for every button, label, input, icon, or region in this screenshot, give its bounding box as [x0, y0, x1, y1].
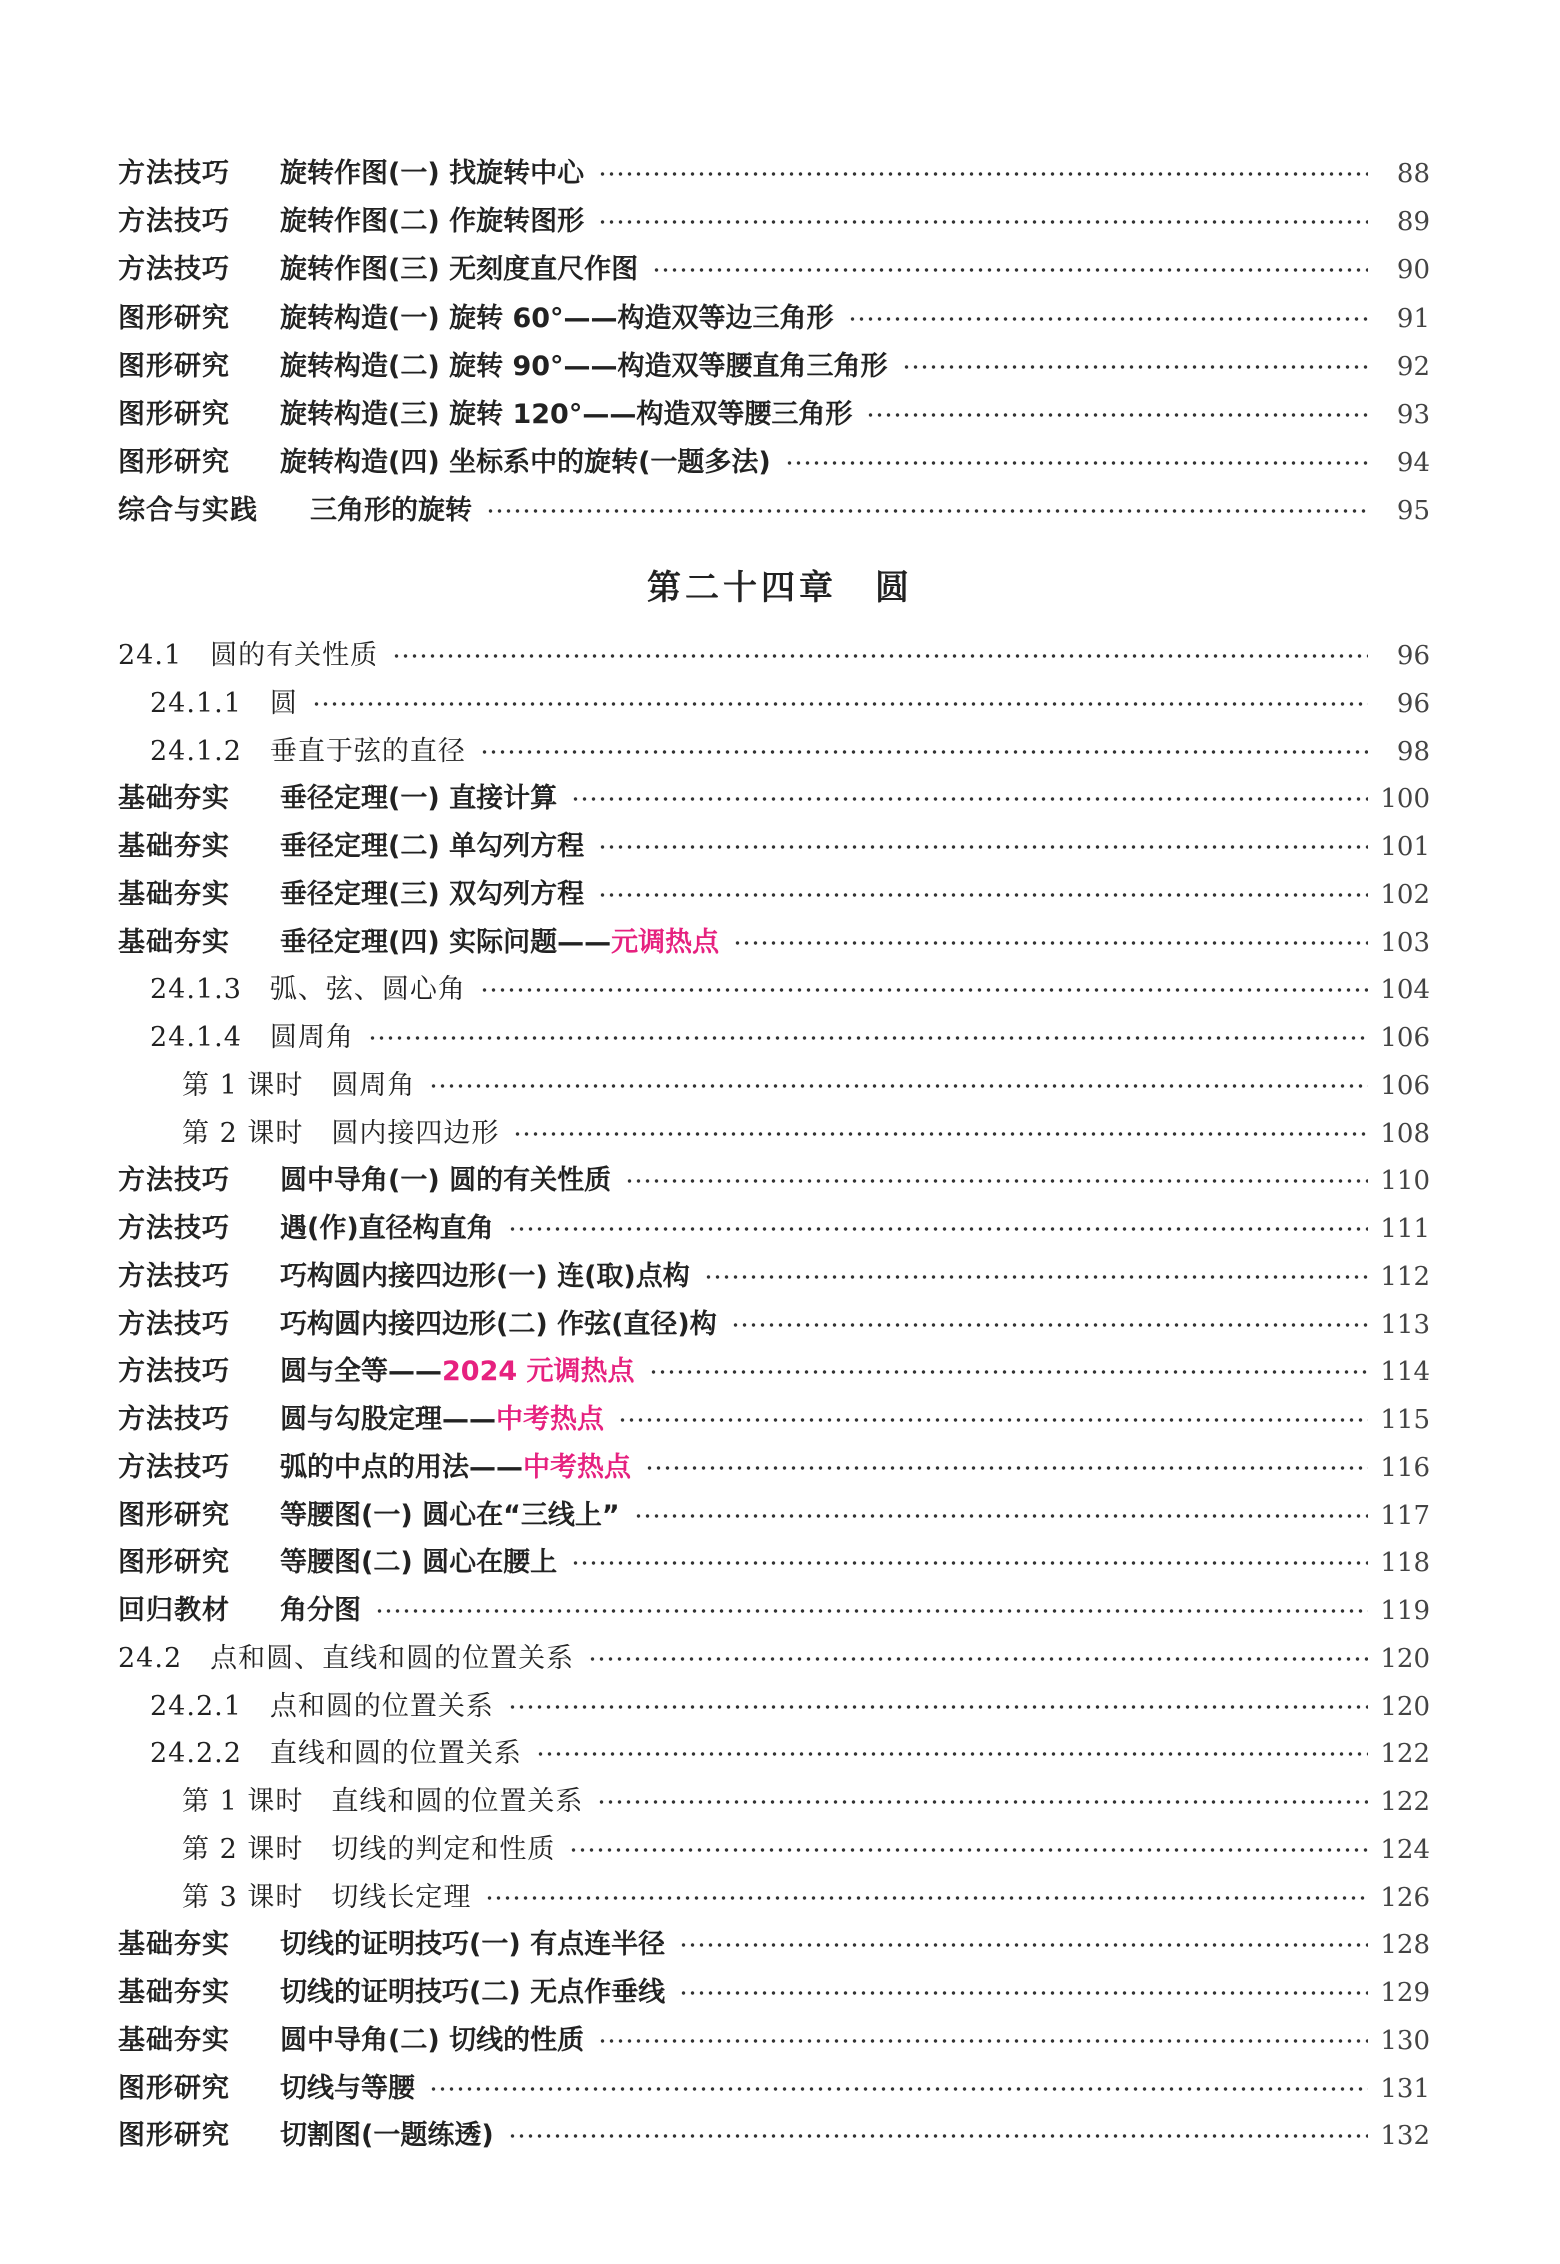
dot-leader [679, 1941, 1368, 1949]
page-number: 106 [1380, 1023, 1430, 1053]
dot-leader [508, 1703, 1368, 1711]
entry-title-text: 24.1.2 垂直于弦的直径 [150, 735, 466, 767]
entry-title [182, 1878, 471, 1918]
dot-leader [902, 363, 1368, 371]
toc-entry[interactable] [118, 250, 1430, 290]
entry-title [280, 779, 557, 819]
toc-entry[interactable] [118, 2116, 1430, 2156]
toc-entry[interactable] [150, 732, 1430, 772]
entry-title [310, 491, 472, 531]
entry-title-text: 角分图 [280, 1595, 361, 1626]
entry-title-text: 旋转构造(一) 旋转 60°——构造双等边三角形 [280, 302, 834, 334]
entry-title-text: 切线的证明技巧(二) 无点作垂线 [280, 1977, 666, 2008]
toc-entry[interactable] [118, 1639, 1430, 1679]
toc-entry[interactable] [182, 1114, 1430, 1154]
page-number: 90 [1396, 255, 1430, 286]
page-number: 106 [1380, 1070, 1430, 1101]
entry-title [280, 1209, 494, 1249]
dot-leader [508, 2132, 1368, 2140]
toc-entry[interactable] [118, 1305, 1430, 1345]
page-number: 102 [1380, 879, 1430, 910]
dot-leader [513, 1130, 1368, 1138]
entry-title [280, 1257, 690, 1297]
page-number: 103 [1380, 927, 1430, 958]
entry-title [280, 395, 852, 435]
toc-entry[interactable] [118, 1591, 1430, 1631]
toc-entry[interactable] [150, 1687, 1430, 1727]
page-number: 104 [1380, 975, 1430, 1006]
entry-title [118, 1639, 574, 1679]
entry-category: 基础夯实 [118, 831, 230, 862]
dot-leader [598, 843, 1368, 851]
entry-title [182, 1114, 499, 1154]
dot-leader [785, 459, 1368, 467]
page-number: 98 [1396, 736, 1430, 767]
entry-title-text: 第 2 课时 切线的判定和性质 [182, 1833, 556, 1865]
toc-entry[interactable] [150, 970, 1430, 1010]
entry-category: 图形研究 [118, 1547, 230, 1579]
toc-entry[interactable] [118, 1161, 1430, 1201]
entry-title [280, 1925, 665, 1965]
entry-category: 图形研究 [118, 447, 230, 479]
entry-title [280, 923, 719, 963]
toc-entry[interactable] [118, 395, 1430, 435]
page-number: 118 [1380, 1548, 1430, 1579]
entry-title [280, 1591, 361, 1631]
entry-category: 基础夯实 [118, 2024, 230, 2056]
toc-entry[interactable] [118, 1448, 1430, 1488]
entry-category: 回归教材 [118, 1595, 230, 1626]
toc-entry[interactable] [118, 779, 1430, 819]
dot-leader [312, 700, 1368, 708]
entry-category: 方法技巧 [118, 206, 230, 238]
toc-entry[interactable] [182, 1878, 1430, 1918]
entry-title-text: 圆中导角(二) 切线的性质 [280, 2024, 585, 2056]
entry-title-text: 24.1.4 圆周角 [150, 1022, 354, 1053]
entry-title-text: 垂径定理(三) 双勾列方程 [280, 878, 585, 910]
toc-entry[interactable] [118, 1400, 1430, 1440]
dot-leader [625, 1177, 1368, 1185]
toc-entry[interactable] [118, 347, 1430, 387]
entry-title-text: 圆与全等—— [280, 1356, 442, 1388]
page-number: 100 [1380, 784, 1430, 815]
toc-entry[interactable] [118, 1973, 1430, 2013]
page-number: 119 [1380, 1596, 1430, 1626]
entry-title-text: 圆中导角(一) 圆的有关性质 [280, 1165, 612, 1197]
entry-title-text: 垂径定理(四) 实际问题—— [280, 926, 612, 958]
dot-leader [645, 1464, 1368, 1472]
dot-leader [392, 652, 1368, 660]
page-number: 115 [1380, 1405, 1430, 1435]
dot-leader [649, 1368, 1368, 1376]
entry-title [182, 1830, 555, 1870]
entry-category: 基础夯实 [118, 926, 230, 958]
dot-leader [375, 1607, 1368, 1615]
page-number: 117 [1380, 1500, 1430, 1531]
dot-leader [429, 1082, 1368, 1090]
entry-title [150, 1687, 494, 1727]
hot-topic-label: 中考热点 [496, 1404, 604, 1435]
entry-title [280, 299, 834, 339]
entry-title-text: 第 1 课时 直线和圆的位置关系 [182, 1786, 584, 1817]
dot-leader [569, 1846, 1368, 1854]
dot-leader [486, 507, 1368, 515]
entry-title [280, 1305, 717, 1345]
hot-topic-label: 元调热点 [611, 926, 720, 958]
toc-entry[interactable] [150, 1734, 1430, 1774]
entry-category: 图形研究 [118, 399, 230, 430]
page-number: 89 [1396, 207, 1430, 238]
entry-title-text: 第 2 课时 圆内接四边形 [182, 1117, 500, 1149]
entry-category: 方法技巧 [118, 254, 230, 286]
dot-leader [480, 748, 1368, 756]
entry-category: 基础夯实 [118, 783, 230, 815]
toc-entry[interactable] [118, 827, 1430, 867]
dot-leader [571, 1559, 1368, 1567]
entry-title-text: 遇(作)直径构直角 [280, 1213, 494, 1244]
dot-leader [536, 1750, 1368, 1758]
page-number: 131 [1380, 2073, 1430, 2104]
entry-category: 图形研究 [118, 2120, 230, 2152]
toc-entry[interactable] [182, 1066, 1430, 1106]
entry-title [280, 250, 638, 290]
entry-category: 图形研究 [118, 350, 230, 382]
entry-title-text: 切线的证明技巧(一) 有点连半径 [280, 1929, 666, 1961]
entry-title [280, 827, 584, 867]
chapter-title: 第二十四章 圆 [647, 568, 913, 608]
page-number: 110 [1380, 1166, 1430, 1197]
entry-title-text: 巧构圆内接四边形(一) 连(取)点构 [280, 1260, 690, 1292]
dot-leader [485, 1894, 1368, 1902]
entry-title-text: 圆与勾股定理—— [280, 1404, 496, 1435]
entry-title-text: 旋转作图(三) 无刻度直尺作图 [280, 254, 639, 286]
page-number: 93 [1396, 400, 1430, 430]
entry-category: 方法技巧 [118, 1308, 230, 1340]
entry-title-text: 切割图(一题练透) [280, 2120, 494, 2152]
page-number: 92 [1396, 351, 1430, 382]
entry-title-text: 巧构圆内接四边形(二) 作弦(直径)构 [280, 1308, 717, 1340]
page-number: 126 [1380, 1882, 1430, 1913]
entry-category: 图形研究 [118, 302, 230, 334]
page-number: 91 [1396, 303, 1430, 334]
page-number: 94 [1396, 448, 1430, 479]
entry-title [280, 443, 771, 483]
page-number: 122 [1380, 1787, 1430, 1817]
entry-title-text: 第 1 课时 圆周角 [182, 1069, 416, 1101]
toc-entry[interactable] [118, 875, 1430, 915]
dot-leader [733, 939, 1368, 947]
entry-title [280, 2021, 584, 2061]
dot-leader [652, 266, 1368, 274]
entry-title [280, 1400, 604, 1440]
dot-leader [679, 1989, 1368, 1997]
entry-category: 综合与实践 [118, 495, 258, 527]
dot-leader [571, 795, 1368, 803]
page-number: 96 [1396, 688, 1430, 719]
dot-leader [597, 1798, 1368, 1806]
entry-title [280, 1448, 631, 1488]
entry-category: 方法技巧 [118, 158, 230, 189]
dot-leader [866, 411, 1368, 419]
dot-leader [704, 1273, 1368, 1281]
dot-leader [429, 2085, 1368, 2093]
page-number: 132 [1380, 2121, 1430, 2152]
toc-entry[interactable] [118, 1496, 1430, 1536]
page-number: 114 [1380, 1357, 1430, 1388]
toc-entry[interactable] [118, 491, 1430, 531]
toc-entry[interactable] [118, 2069, 1430, 2109]
entry-title [280, 2069, 415, 2109]
toc-entry[interactable] [118, 1352, 1430, 1392]
entry-title-text: 第 3 课时 切线长定理 [182, 1881, 472, 1913]
hot-topic-label: 2024 元调热点 [442, 1356, 635, 1388]
entry-title-text: 等腰图(二) 圆心在腰上 [280, 1547, 558, 1579]
dot-leader [480, 986, 1368, 994]
page-number: 95 [1396, 496, 1430, 527]
entry-title [280, 1543, 557, 1583]
entry-category: 方法技巧 [118, 1213, 230, 1244]
dot-leader [598, 218, 1368, 226]
entry-category: 方法技巧 [118, 1404, 230, 1435]
toc-entry[interactable] [118, 636, 1430, 676]
entry-category: 方法技巧 [118, 1451, 230, 1483]
entry-title-text: 弧的中点的用法—— [280, 1451, 523, 1483]
toc-entry[interactable] [118, 1925, 1430, 1965]
dot-leader [598, 2037, 1368, 2045]
page-number: 101 [1380, 832, 1430, 862]
entry-title [280, 2116, 494, 2156]
entry-title-text: 旋转作图(二) 作旋转图形 [280, 206, 585, 238]
dot-leader [634, 1512, 1368, 1520]
entry-title-text: 24.1 圆的有关性质 [118, 640, 379, 671]
toc-entry[interactable] [118, 923, 1430, 963]
dot-leader [368, 1034, 1368, 1042]
toc-entry[interactable] [118, 1543, 1430, 1583]
page-number: 88 [1396, 159, 1430, 189]
toc-entry[interactable] [118, 299, 1430, 339]
entry-title [182, 1066, 415, 1106]
page-number: 124 [1380, 1834, 1430, 1865]
entry-category: 方法技巧 [118, 1356, 230, 1388]
entry-category: 基础夯实 [118, 878, 230, 910]
toc-entry[interactable] [118, 1257, 1430, 1297]
page-number: 120 [1380, 1643, 1430, 1674]
entry-title-text: 旋转构造(四) 坐标系中的旋转(一题多法) [280, 447, 771, 479]
dot-leader [598, 891, 1368, 899]
entry-title-text: 旋转作图(一) 找旋转中心 [280, 158, 585, 189]
entry-title [150, 1734, 522, 1774]
entry-title [280, 875, 584, 915]
dot-leader [731, 1321, 1368, 1329]
entry-title [150, 732, 466, 772]
toc-entry[interactable] [150, 1018, 1430, 1058]
entry-title [280, 1496, 620, 1536]
entry-title-text: 旋转构造(二) 旋转 90°——构造双等腰直角三角形 [280, 350, 888, 382]
entry-category: 方法技巧 [118, 1165, 230, 1197]
entry-title [280, 1352, 635, 1392]
toc-entry[interactable] [118, 202, 1430, 242]
toc-entry[interactable] [118, 443, 1430, 483]
toc-entry[interactable] [118, 154, 1430, 194]
entry-title-text: 垂径定理(二) 单勾列方程 [280, 831, 585, 862]
entry-category: 基础夯实 [118, 1977, 230, 2008]
entry-title-text: 24.2 点和圆、直线和圆的位置关系 [118, 1642, 575, 1674]
entry-title-text: 旋转构造(三) 旋转 120°——构造双等腰三角形 [280, 399, 853, 430]
dot-leader [508, 1225, 1368, 1233]
entry-title [118, 636, 378, 676]
hot-topic-label: 中考热点 [523, 1451, 631, 1483]
page-number: 111 [1380, 1214, 1430, 1244]
entry-title [150, 1018, 354, 1058]
dot-leader [848, 315, 1368, 323]
entry-title [280, 1973, 665, 2013]
toc-entry[interactable] [118, 1209, 1430, 1249]
toc-entry[interactable] [182, 1782, 1430, 1822]
entry-title [182, 1782, 583, 1822]
page-number: 96 [1396, 641, 1430, 671]
page-number: 116 [1380, 1452, 1430, 1483]
dot-leader [618, 1416, 1368, 1424]
page-number: 112 [1380, 1261, 1430, 1292]
entry-title-text: 切线与等腰 [280, 2072, 415, 2104]
page-number: 108 [1380, 1118, 1430, 1149]
dot-leader [588, 1655, 1368, 1663]
page-number: 120 [1380, 1691, 1430, 1722]
toc-entry[interactable] [182, 1830, 1430, 1870]
entry-title [280, 154, 584, 194]
entry-category: 基础夯实 [118, 1929, 230, 1961]
entry-title-text: 等腰图(一) 圆心在“三线上” [280, 1499, 620, 1531]
entry-title [280, 347, 888, 387]
page-number: 113 [1380, 1309, 1430, 1340]
dot-leader [598, 170, 1368, 178]
entry-category: 方法技巧 [118, 1260, 230, 1292]
entry-category: 图形研究 [118, 1499, 230, 1531]
page-number: 130 [1380, 2025, 1430, 2056]
page-number: 128 [1380, 1930, 1430, 1961]
entry-title [280, 1161, 611, 1201]
entry-title-text: 垂径定理(一) 直接计算 [280, 783, 558, 815]
entry-title [280, 202, 584, 242]
entry-title-text: 24.1.3 弧、弦、圆心角 [150, 974, 466, 1006]
entry-title-text: 24.2.2 直线和圆的位置关系 [150, 1738, 522, 1770]
entry-title [150, 684, 298, 724]
page-number: 129 [1380, 1978, 1430, 2008]
entry-title-text: 24.1.1 圆 [150, 687, 298, 719]
page-number: 122 [1380, 1739, 1430, 1770]
entry-title-text: 24.2.1 点和圆的位置关系 [150, 1690, 494, 1722]
toc-entry[interactable] [118, 2021, 1430, 2061]
entry-title-text: 三角形的旋转 [310, 495, 472, 527]
entry-category: 图形研究 [118, 2072, 230, 2104]
toc-entry[interactable] [150, 684, 1430, 724]
entry-title [150, 970, 466, 1010]
